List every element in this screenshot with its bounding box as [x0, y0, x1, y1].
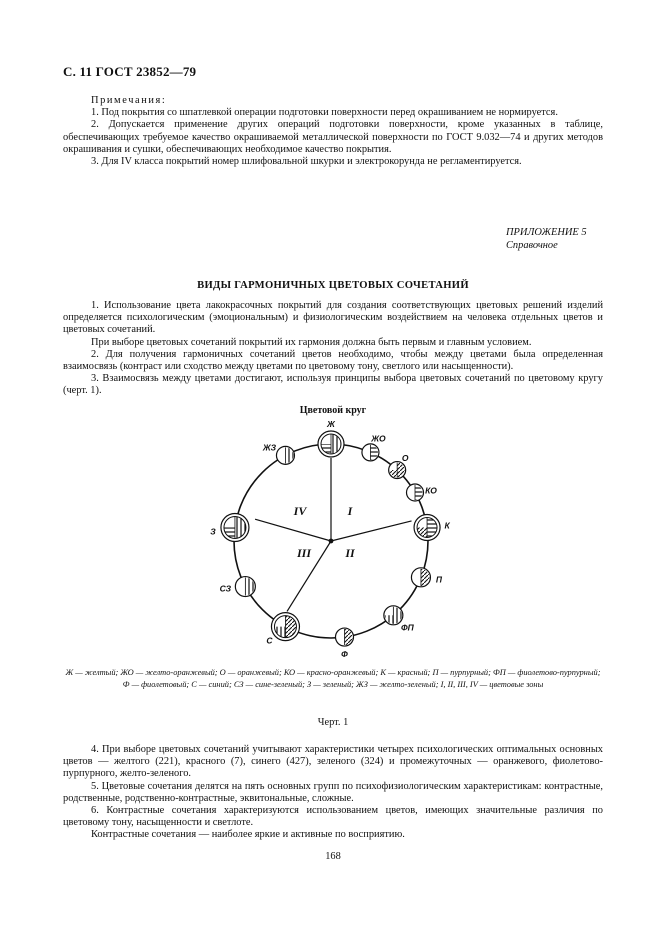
- zone-divider: [255, 519, 331, 541]
- note-item: 1. Под покрытия со шпатлевкой операции подготовки поверхности перед окрашиванием не нормируется.: [91, 107, 558, 119]
- color-label: К: [444, 520, 450, 531]
- note-item: 3. Для IV класса покрытий номер шлифовальной шкурки и электрокорунда не регламентируется.: [91, 156, 522, 168]
- notes-title: Примечания:: [91, 95, 167, 106]
- body-bottom: [63, 744, 603, 842]
- color-swatch-hatch: [385, 615, 394, 624]
- notes-block: [63, 95, 603, 168]
- color-label: КО: [425, 485, 437, 496]
- body-top: [63, 300, 603, 398]
- paragraph: 4. При выборе цветовых сочетаний учитывают характеристики четырех психологических оптимальных основных цветов — желтого (221), красного (7), синего (427), зеленого (324) и промежуточных — оранжевого, фиолетово-пурпурного, желто-зеленого.: [63, 744, 603, 780]
- zone-label: IV: [293, 504, 307, 518]
- paragraph: При выборе цветовых сочетаний покрытий их гармония должна быть первым и главным условием.: [91, 336, 532, 348]
- color-label: Ж: [327, 419, 335, 429]
- zone-divider: [331, 521, 412, 541]
- page-header: С. 11 ГОСТ 23852—79: [63, 64, 197, 79]
- zone-label: II: [345, 546, 355, 560]
- color-label: СЗ: [219, 583, 232, 594]
- color-label: ФП: [400, 622, 414, 633]
- color-label: П: [435, 574, 442, 585]
- page-number: 168: [325, 851, 341, 862]
- paragraph: 2. Для получения гармоничных сочетаний цветов необходимо, чтобы между цветами была определенная взаимосвязь (контраст или сходство между цветами по цветовому тону, светлого или насыщенности).: [63, 348, 603, 373]
- color-label: ЖО: [371, 433, 386, 444]
- figure-caption: Черт. 1: [317, 717, 349, 728]
- appendix-number: ПРИЛОЖЕНИЕ 5: [506, 227, 587, 238]
- appendix-type: Справочное: [506, 240, 558, 251]
- paragraph: 1. Использование цвета лакокрасочных покрытий для создания соответствующих цветовых решений изделий определяется психологическим (эмоциональным) и физиологическим воздействием на человека отдельных цветов и цветовых сочетаний.: [63, 300, 603, 336]
- color-wheel-diagram: [200, 415, 460, 665]
- paragraph: 6. Контрастные сочетания характеризуются использованием цветов, имеющих значительные различия по цветовому тону, насыщенности и светлоте.: [63, 805, 603, 829]
- color-label: ЖЗ: [262, 442, 277, 453]
- paragraph: Контрастные сочетания — наиболее яркие и активные по восприятию.: [91, 829, 405, 841]
- section-title: ВИДЫ ГАРМОНИЧНЫХ ЦВЕТОВЫХ СОЧЕТАНИЙ: [197, 280, 469, 291]
- figure-legend: Ж — желтый; ЖО — желто-оранжевый; О — оранжевый; КО — красно-оранжевый; К — красный; П — пурпурный; ФП — фиолетово-пурпурный; Ф — фиолетовый; С — синий; СЗ — сине-зеленый; З — зеленый; ЖЗ — желто-зеленый; I, II, III, IV — цветовые зоны: [65, 668, 601, 689]
- color-label: С: [266, 635, 273, 646]
- color-label: О: [401, 453, 409, 464]
- color-label: Ф: [341, 649, 348, 660]
- zone-label: I: [347, 504, 353, 518]
- paragraph: 3. Взаимосвязь между цветами достигают, используя принципы выбора цветовых сочетаний по цветовому кругу (черт. 1).: [63, 373, 603, 397]
- paragraph: 5. Цветовые сочетания делятся на пять основных групп по психофизиологическим характеристикам: контрастные, родственные, родственно-контрастные, эквитональные, сложные.: [63, 780, 603, 804]
- color-label: З: [210, 526, 216, 537]
- appendix-label: [506, 226, 587, 252]
- figure-title: Цветовой круг: [299, 405, 367, 416]
- note-item: 2. Допускается применение других операций подготовки поверхности, кроме указанных в таблице, обеспечивающих требуемое качество окрашиваемой металлической поверхности по ГОСТ 9.032—74 и других методов окрашивания и сушки, обеспечивающих необходимое качество покрытия.: [63, 119, 603, 155]
- zone-label: III: [296, 546, 312, 560]
- wheel-center: [329, 539, 334, 544]
